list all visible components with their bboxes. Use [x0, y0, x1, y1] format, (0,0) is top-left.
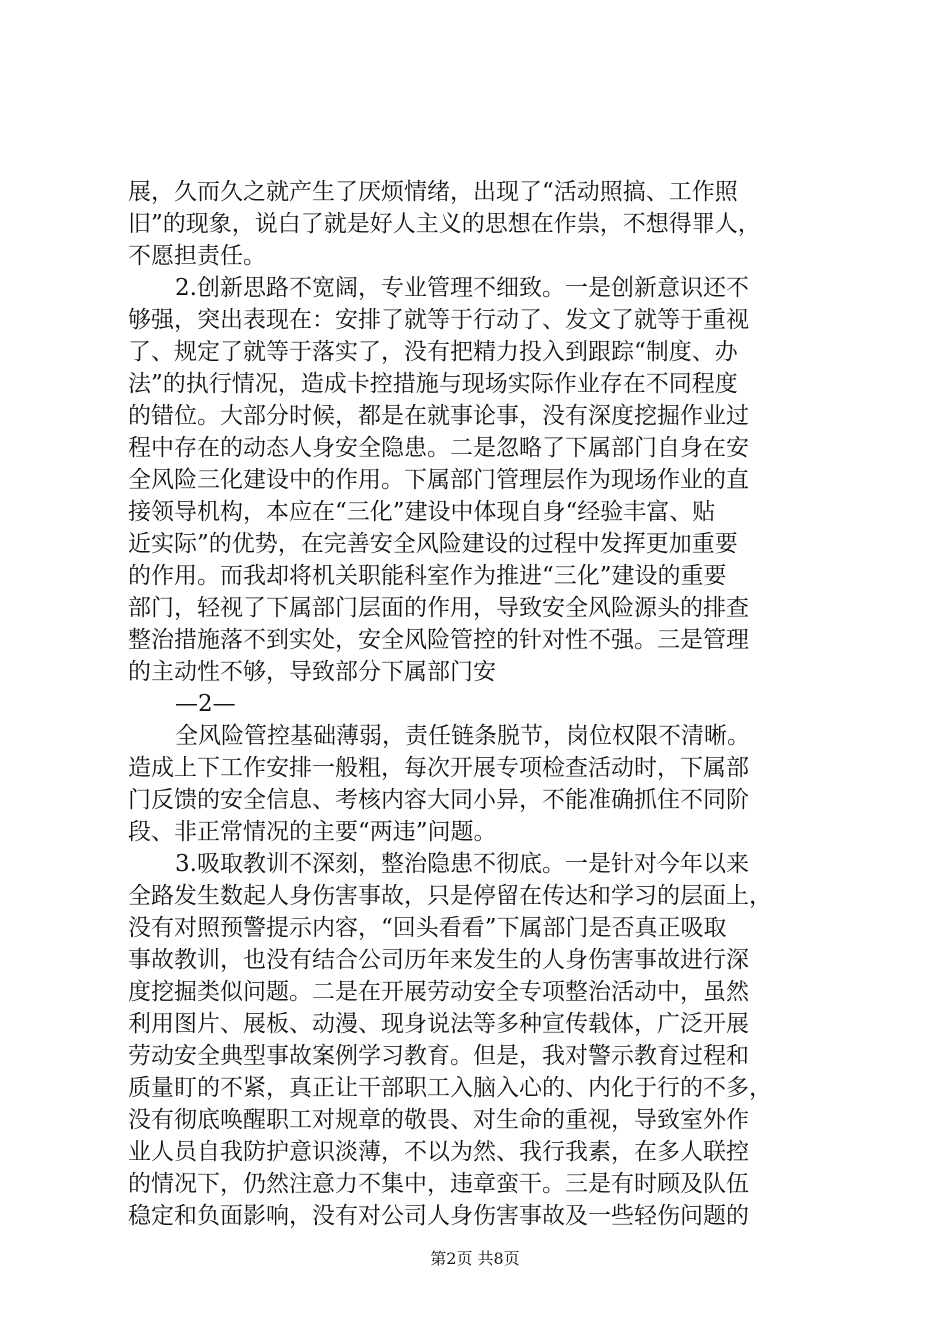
text-line: 质量盯的不紧，真正让干部职工入脑入心的、内化于行的不多，: [128, 1075, 772, 1101]
paragraph-start-line: 3.吸取教训不深刻，整治隐患不彻底。一是针对今年以来: [175, 851, 749, 877]
text-line: 的主动性不够，导致部分下属部门安: [128, 659, 496, 685]
text-line: 不愿担责任。: [128, 243, 266, 269]
text-line: 全风险三化建设中的作用。下属部门管理层作为现场作业的直: [128, 467, 749, 493]
text-line: 业人员自我防护意识淡薄，不以为然、我行我素，在多人联控: [128, 1139, 749, 1165]
text-line: 旧”的现象，说白了就是好人主义的思想在作祟，不想得罪人，: [128, 211, 761, 237]
paragraph-start-line: 2.创新思路不宽阔，专业管理不细致。一是创新意识还不: [175, 275, 749, 301]
document-body: [128, 176, 832, 1232]
text-line: 的错位。大部分时候，都是在就事论事，没有深度挖掘作业过: [128, 403, 749, 429]
text-line: 利用图片、展板、动漫、现身说法等多种宣传载体，广泛开展: [128, 1011, 749, 1037]
text-line: 部门，轻视了下属部门层面的作用，导致安全风险源头的排查: [128, 595, 749, 621]
text-line: 门反馈的安全信息、考核内容大同小异，不能准确抓住不同阶: [128, 787, 749, 813]
text-line: 的情况下，仍然注意力不集中，违章蛮干。三是有时顾及队伍: [128, 1171, 749, 1197]
text-line: 近实际”的优势，在完善安全风险建设的过程中发挥更加重要: [128, 531, 738, 557]
text-line: 整治措施落不到实处，安全风险管控的针对性不强。三是管理: [128, 627, 749, 653]
text-line: 全路发生数起人身伤害事故，只是停留在传达和学习的层面上，: [128, 883, 772, 909]
text-line: 接领导机构，本应在“三化”建设中体现自身“经验丰富、贴: [128, 499, 716, 525]
text-line: 劳动安全典型事故案例学习教育。但是，我对警示教育过程和: [128, 1043, 749, 1069]
text-line: 了、规定了就等于落实了，没有把精力投入到跟踪“制度、办: [128, 339, 738, 365]
text-line: 度挖掘类似问题。二是在开展劳动安全专项整治活动中，虽然: [128, 979, 749, 1005]
inline-page-number: —2—: [175, 691, 236, 717]
text-line: 法”的执行情况，造成卡控措施与现场实际作业存在不同程度: [128, 371, 738, 397]
text-line: 事故教训，也没有结合公司历年来发生的人身伤害事故进行深: [128, 947, 749, 973]
text-line: 展，久而久之就产生了厌烦情绪，出现了“活动照搞、工作照: [128, 179, 738, 205]
paragraph-start-line: 全风险管控基础薄弱，责任链条脱节，岗位权限不清晰。: [175, 723, 750, 749]
text-line: 程中存在的动态人身安全隐患。二是忽略了下属部门自身在安: [128, 435, 749, 461]
page-footer: 第2页 共8页: [430, 1249, 520, 1268]
text-line: 够强，突出表现在：安排了就等于行动了、发文了就等于重视: [128, 307, 749, 333]
text-line: 没有对照预警提示内容，“回头看看”下属部门是否真正吸取: [128, 915, 727, 941]
text-line: 造成上下工作安排一般粗，每次开展专项检查活动时，下属部: [128, 755, 749, 781]
text-line: 的作用。而我却将机关职能科室作为推进“三化”建设的重要: [128, 563, 727, 589]
text-line: 没有彻底唤醒职工对规章的敬畏、对生命的重视，导致室外作: [128, 1107, 749, 1133]
text-line: 稳定和负面影响，没有对公司人身伤害事故及一些轻伤问题的: [128, 1203, 749, 1229]
text-line: 段、非正常情况的主要“两违”问题。: [128, 819, 497, 845]
